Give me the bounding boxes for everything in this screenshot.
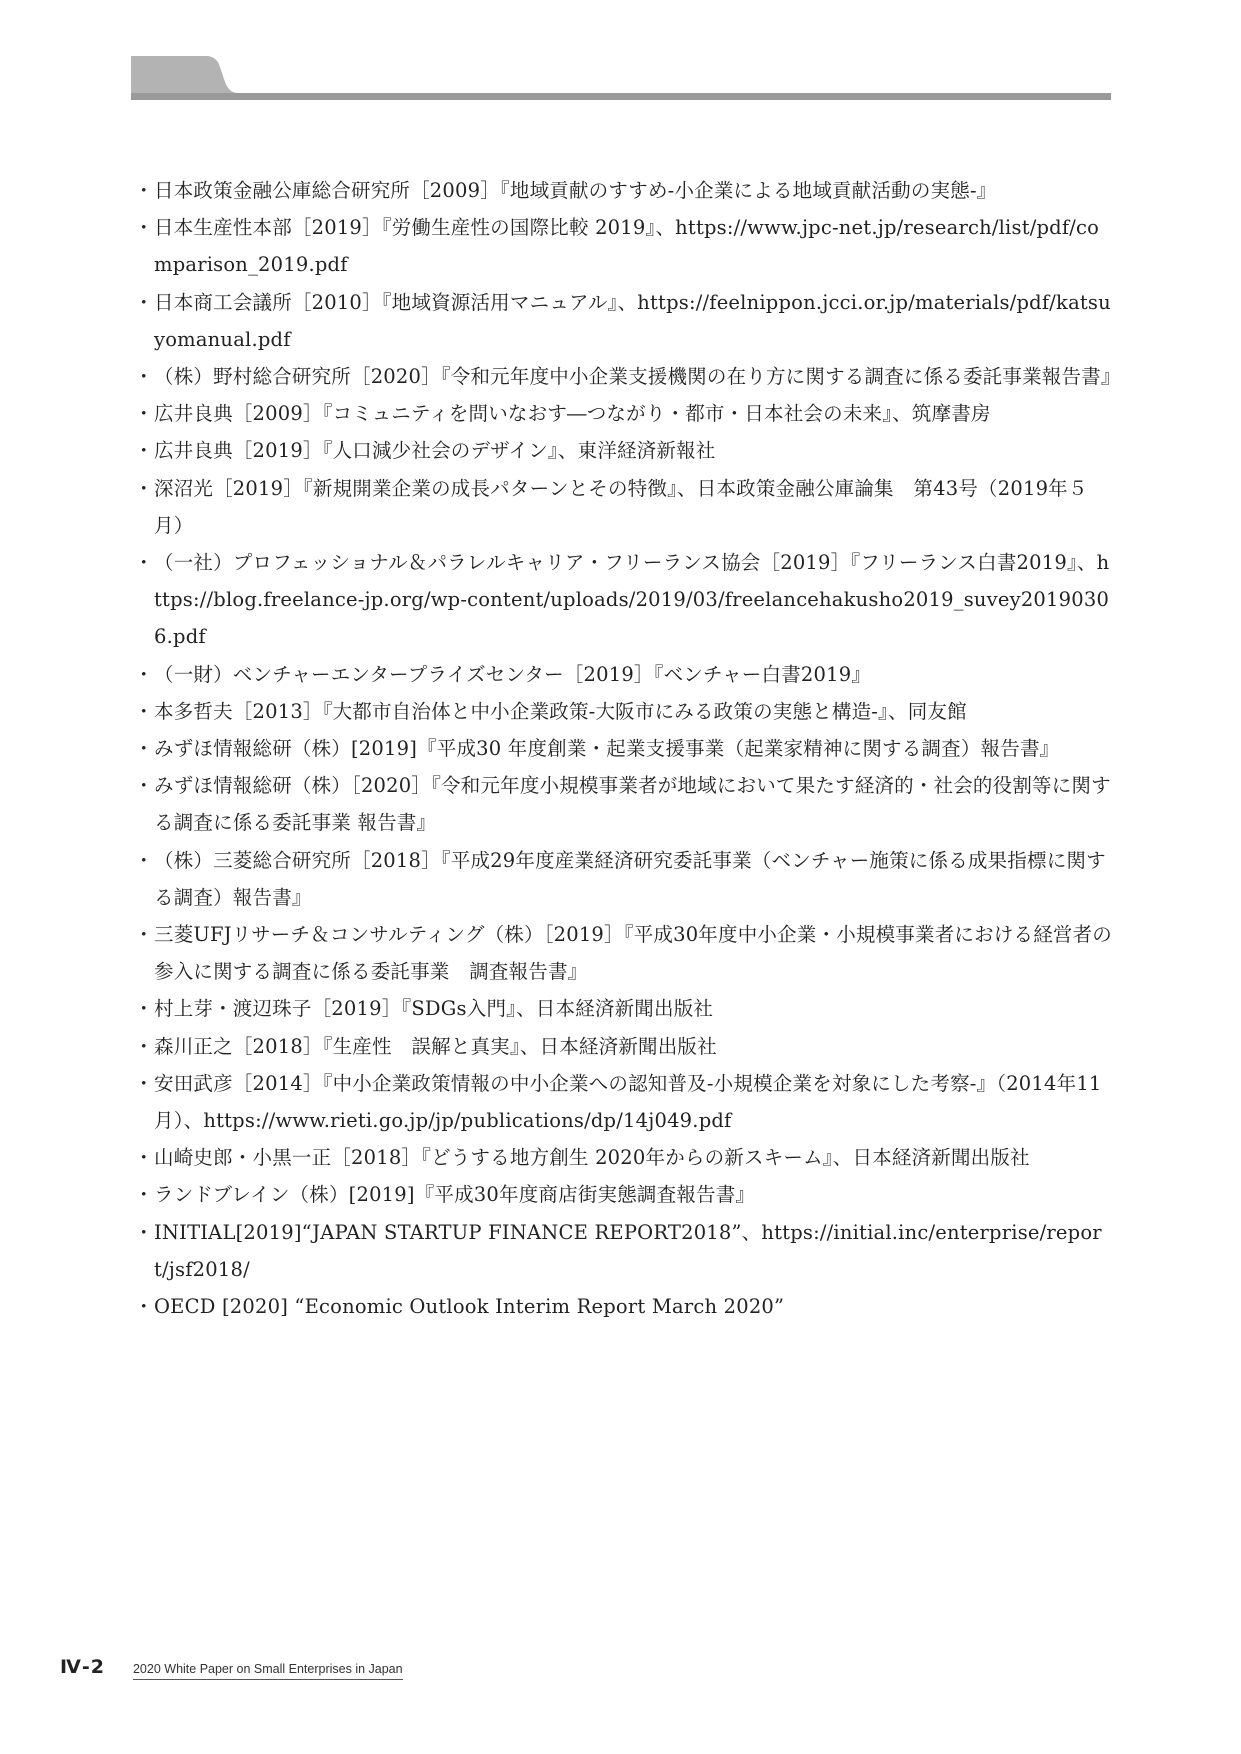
bullet-icon: ・ (134, 216, 154, 240)
reference-text: みずほ情報総研（株）[2019]『平成30 年度創業・起業支援事業（起業家精神に関する調査）報告書』 (154, 737, 1060, 761)
reference-item (134, 1065, 1114, 1139)
reference-text: 広井良典［2009］『コミュニティを問いなおす―つながり・都市・日本社会の未来』、筑摩書房 (154, 402, 991, 426)
bullet-icon: ・ (134, 1295, 154, 1319)
reference-item (134, 1139, 1114, 1176)
reference-item (134, 432, 1114, 469)
reference-text: 山崎史郎・小黒一正［2018］『どうする地方創生 2020年からの新スキーム』、日本経済新聞出版社 (154, 1146, 1030, 1170)
reference-item (134, 730, 1114, 767)
reference-item (134, 284, 1114, 358)
bullet-icon: ・ (134, 179, 154, 202)
page-number: Ⅳ-2 (60, 1656, 105, 1678)
reference-list (134, 172, 1121, 1325)
reference-text: （一社）プロフェッショナル＆パラレルキャリア・フリーランス協会［2019］『フリーランス白書2019』、https://blog.freelance-jp.org/wp-content/uploads/2019/03/freelancehakusho2019_suvey20190306.pdf (154, 551, 1110, 649)
reference-item (134, 1028, 1114, 1065)
reference-text: 本多哲夫［2013］『大都市自治体と中小企業政策-大阪市にみる政策の実態と構造-』、同友館 (154, 699, 967, 723)
reference-item (134, 916, 1114, 990)
reference-text: 森川正之［2018］『生産性 誤解と真実』、日本経済新聞出版社 (154, 1034, 717, 1058)
reference-text: （株）野村総合研究所［2020］『令和元年度中小企業支援機関の在り方に関する調査に係る委託事業報告書』 (154, 365, 1121, 389)
bullet-icon: ・ (134, 1183, 154, 1207)
reference-item (134, 767, 1114, 841)
bullet-icon: ・ (134, 439, 154, 463)
reference-text: 日本商工会議所［2010］『地域資源活用マニュアル』、https://feelnippon.jcci.or.jp/materials/pdf/katsuyomanual.pdf (154, 290, 1111, 351)
bullet-icon: ・ (134, 1220, 154, 1244)
publication-title: 2020 White Paper on Small Enterprises in Japan (133, 1662, 403, 1680)
reference-text: 三菱UFJリサーチ＆コンサルティング（株）［2019］『平成30年度中小企業・小規模事業者における経営者の参入に関する調査に係る委託事業 調査報告書』 (154, 923, 1113, 984)
reference-text: 日本政策金融公庫総合研究所［2009］『地域貢献のすすめ-小企業による地域貢献活動の実態-』 (154, 179, 997, 202)
bullet-icon: ・ (134, 699, 154, 723)
reference-item (134, 656, 1114, 693)
reference-text: INITIAL[2019]“JAPAN STARTUP FINANCE REPORT2018”、https://initial.inc/enterprise/report/jsf2018/ (154, 1220, 1102, 1281)
bullet-icon: ・ (134, 290, 154, 314)
reference-item (134, 358, 1121, 395)
reference-text: みずほ情報総研（株）［2020］『令和元年度小規模事業者が地域において果たす経済的・社会的役割等に関する調査に係る委託事業 報告書』 (154, 774, 1111, 835)
reference-item (134, 693, 1114, 730)
reference-text: 安田武彦［2014］『中小企業政策情報の中小企業への認知普及-小規模企業を対象にした考察-』（2014年11月）、https://www.rieti.go.jp/jp/publications/dp/14j049.pdf (154, 1071, 1102, 1133)
section-header-bar (131, 0, 1111, 110)
reference-text: 村上芽・渡辺珠子［2019］『SDGs入門』、日本経済新聞出版社 (154, 997, 714, 1021)
reference-item (134, 172, 1114, 209)
reference-item (134, 990, 1114, 1027)
reference-item (134, 1176, 1114, 1213)
bullet-icon: ・ (134, 923, 154, 947)
reference-item (134, 1288, 1114, 1325)
reference-text: 深沼光［2019］『新規開業企業の成長パターンとその特徴』、日本政策金融公庫論集 第43号（2019年５月） (154, 476, 1088, 537)
bullet-icon: ・ (134, 848, 154, 872)
reference-item (134, 470, 1114, 544)
bullet-icon: ・ (134, 476, 154, 500)
reference-item (134, 842, 1114, 916)
bullet-icon: ・ (134, 997, 154, 1021)
reference-text: OECD [2020] “Economic Outlook Interim Report March 2020” (154, 1295, 785, 1319)
reference-text: （株）三菱総合研究所［2018］『平成29年度産業経済研究委託事業（ベンチャー施策に係る成果指標に関する調査）報告書』 (154, 848, 1106, 909)
bullet-icon: ・ (134, 662, 154, 686)
reference-text: 広井良典［2019］『人口減少社会のデザイン』、東洋経済新報社 (154, 439, 716, 463)
bullet-icon: ・ (134, 774, 154, 798)
reference-item (134, 544, 1114, 656)
reference-item (134, 209, 1114, 283)
header-tab-shape (131, 0, 1111, 110)
bullet-icon: ・ (134, 1034, 154, 1058)
reference-item (134, 395, 1114, 432)
bullet-icon: ・ (134, 551, 154, 575)
reference-text: 日本生産性本部［2019］『労働生産性の国際比較 2019』、https://www.jpc-net.jp/research/list/pdf/comparison_2019.pdf (154, 216, 1100, 277)
reference-text: （一財）ベンチャーエンタープライズセンター［2019］『ベンチャー白書2019』 (154, 662, 872, 686)
reference-text: ランドブレイン（株）[2019]『平成30年度商店街実態調査報告書』 (154, 1183, 756, 1207)
reference-item (134, 1214, 1114, 1288)
bullet-icon: ・ (134, 1071, 154, 1095)
bullet-icon: ・ (134, 737, 154, 761)
bullet-icon: ・ (134, 365, 154, 389)
page-footer (60, 1656, 403, 1686)
bullet-icon: ・ (134, 402, 154, 426)
bullet-icon: ・ (134, 1146, 154, 1170)
